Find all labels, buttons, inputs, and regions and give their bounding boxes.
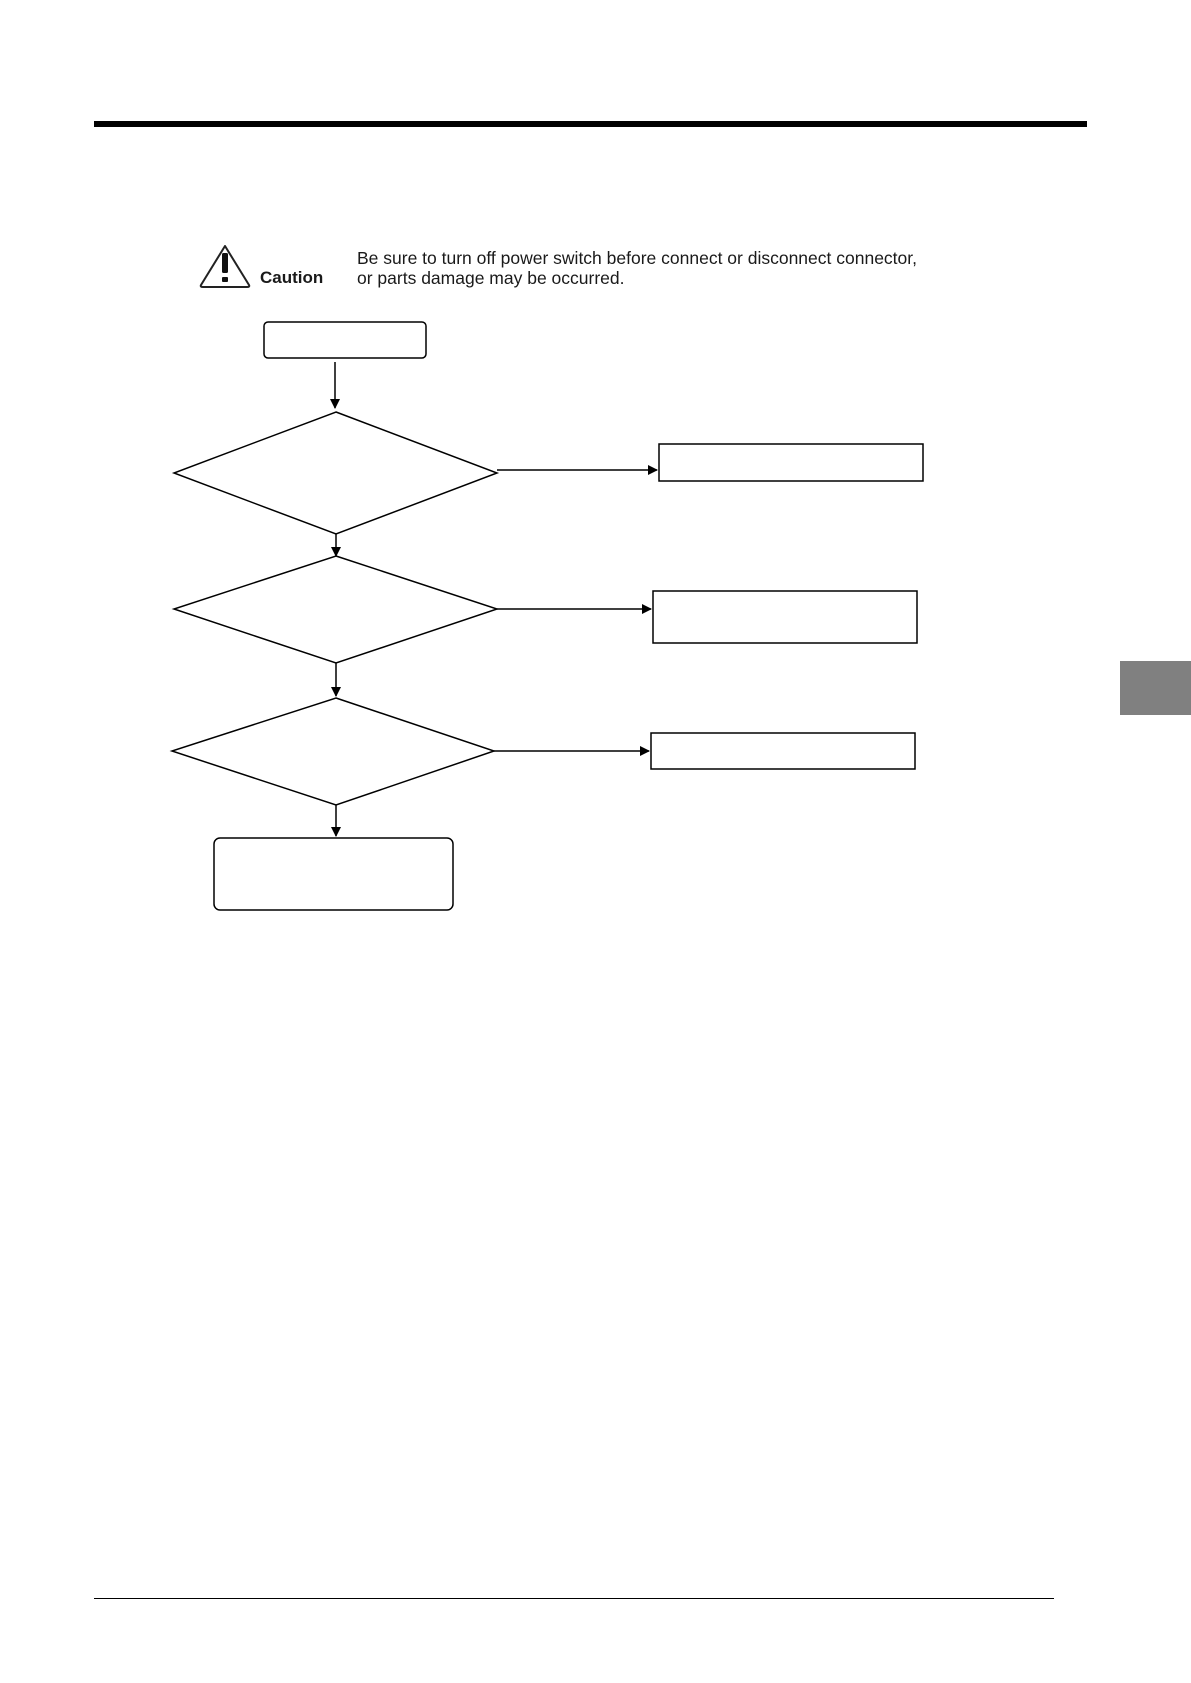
decision-diamond-3 bbox=[172, 698, 494, 805]
start-box bbox=[264, 322, 426, 358]
action-box-2 bbox=[653, 591, 917, 643]
side-tab bbox=[1120, 661, 1191, 715]
decision-diamond-1 bbox=[174, 412, 497, 534]
caution-label: Caution bbox=[260, 268, 324, 287]
caution-text-line-2: or parts damage may be occurred. bbox=[357, 268, 625, 288]
decision-diamond-2 bbox=[174, 556, 497, 663]
caution-text-line-1: Be sure to turn off power switch before connect or disconnect connector, bbox=[357, 248, 917, 268]
end-box bbox=[214, 838, 453, 910]
bottom-rule bbox=[94, 1598, 1054, 1599]
action-box-3 bbox=[651, 733, 915, 769]
action-box-1 bbox=[659, 444, 923, 481]
